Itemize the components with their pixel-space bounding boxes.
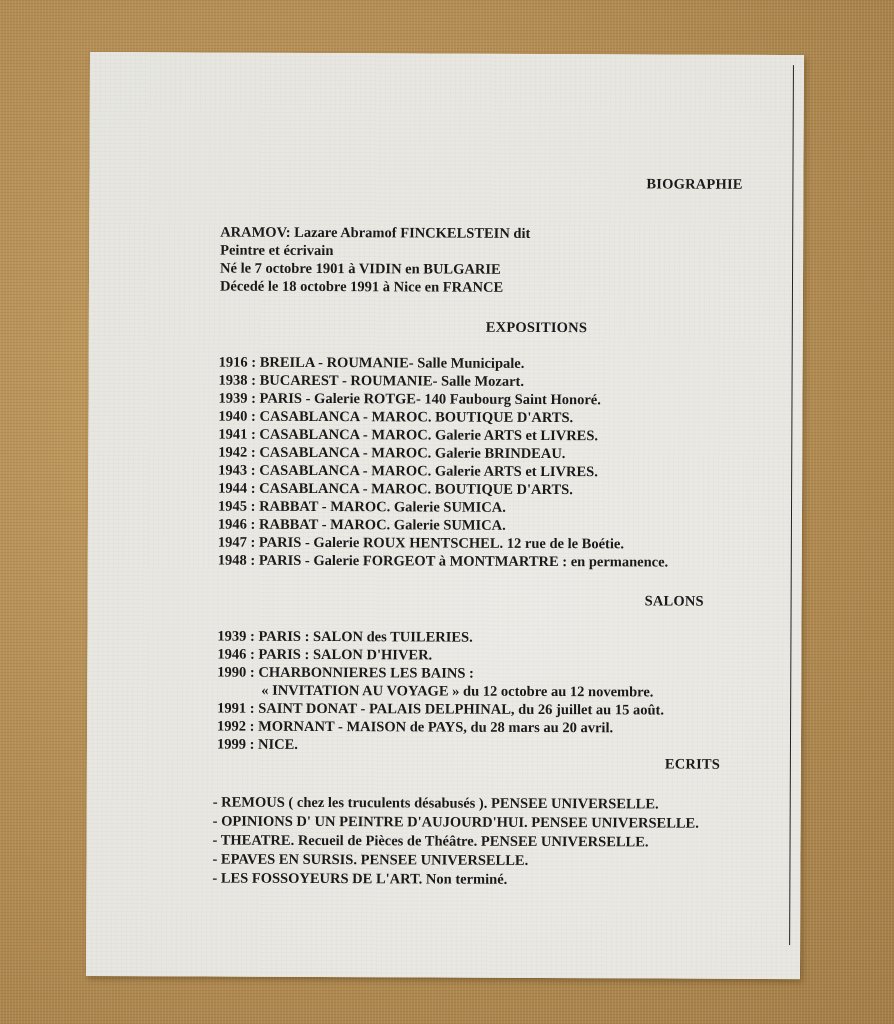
list-item: - THEATRE. Recueil de Pièces de Théâtre. PENSEE UNIVERSELLE. [212,832,649,851]
ecrits-heading: ECRITS [664,756,721,773]
list-item: 1948 : PARIS - Galerie FORGEOT à MONTMARTRE : en permanence. [217,552,669,571]
intro-birth-line: Né le 7 octobre 1901 à VIDIN en BULGARIE [220,260,501,278]
list-item: 1938 : BUCAREST - ROUMANIE- Salle Mozart. [218,372,525,390]
list-item: 1939 : PARIS : SALON des TUILERIES. [217,628,473,646]
list-item: 1916 : BREILA - ROUMANIE- Salle Municipale. [218,354,525,372]
intro-name-line: ARAMOV: Lazare Abramof FINCKELSTEIN dit [220,224,531,242]
list-item: 1946 : RABBAT - MAROC. Galerie SUMICA. [217,516,506,534]
biography-sheet [86,52,804,979]
salons-list [217,628,664,756]
list-item: 1999 : NICE. [216,736,298,753]
list-item: 1947 : PARIS - Galerie ROUX HENTSCHEL. 12 rue de le Boétie. [217,534,625,553]
list-item: - EPAVES EN SURSIS. PENSEE UNIVERSELLE. [212,851,529,869]
salons-heading: SALONS [644,593,704,610]
page-edge-line [789,65,794,945]
list-item: 1943 : CASABLANCA - MAROC. Galerie ARTS et LIVRES. [218,462,598,481]
list-item: - OPINIONS D' UN PEINTRE D'AUJOURD'HUI. PENSEE UNIVERSELLE. [212,813,699,832]
list-item: 1991 : SAINT DONAT - PALAIS DELPHINAL, du 26 juillet au 15 août. [217,700,665,719]
intro-block [220,224,530,297]
list-item: 1940 : CASABLANCA - MAROC. BOUTIQUE D'ARTS. [218,408,574,427]
list-item: - REMOUS ( chez les truculents désabusés ). PENSEE UNIVERSELLE. [212,794,659,813]
document-title: BIOGRAPHIE [646,176,743,193]
list-item: 1990 : CHARBONNIERES LES BAINS : [217,664,474,682]
list-item: - LES FOSSOYEURS DE L'ART. Non terminé. [212,870,508,888]
ecrits-list [212,794,699,891]
list-item: 1945 : RABBAT - MAROC. Galerie SUMICA. [217,498,506,516]
expositions-list [218,354,669,572]
list-item: 1992 : MORNANT - MAISON de PAYS, du 28 mars au 20 avril. [217,718,614,737]
list-item: 1939 : PARIS - Galerie ROTGE- 140 Faubourg Saint Honoré. [218,390,601,409]
list-item: 1946 : PARIS : SALON D'HIVER. [217,646,433,664]
list-item-continuation: « INVITATION AU VOYAGE » du 12 octobre au 12 novembre. [261,682,654,701]
list-item: 1942 : CASABLANCA - MAROC. Galerie BRINDEAU. [218,444,566,463]
intro-death-line: Décedé le 18 octobre 1991 à Nice en FRANCE [219,278,504,296]
list-item: 1941 : CASABLANCA - MAROC. Galerie ARTS et LIVRES. [218,426,599,445]
list-item: 1944 : CASABLANCA - MAROC. BOUTIQUE D'ARTS. [218,480,573,499]
intro-profession-line: Peintre et écrivain [220,242,334,260]
expositions-heading: EXPOSITIONS [485,319,588,337]
